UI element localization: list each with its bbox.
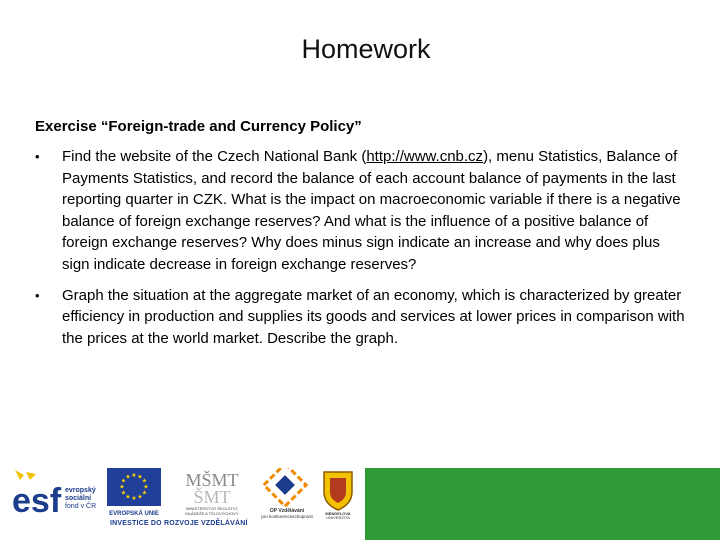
bullet-text-part: Find the website of the Czech National Bank (	[62, 148, 367, 165]
eu-text: EVROPSKÁ UNIE	[109, 511, 159, 517]
bullet-item-cnb	[35, 146, 685, 276]
bullet-text-part: ), menu Statistics, Balance of Payments Statistics, and record the balance of each account balance of payments in the last reporting quarter in CZK. What is the impact on macroeconomic variable if there is a negative balance of foreign exchange reserves? And what is the influence of a positive balance of foreign exchange reserves? Why does minus sign indicate an increase and why does plus sign indicate decrease in foreign exchange reserves?	[62, 148, 681, 273]
bullet-list	[35, 146, 685, 358]
op-text-2: pro konkurenceschopnost	[261, 514, 313, 519]
svg-text:★: ★	[141, 489, 148, 497]
msmt-letters: MŠMT	[185, 470, 239, 490]
exercise-heading: Exercise “Foreign-trade and Currency Policy”	[35, 118, 362, 135]
svg-text:★: ★	[131, 495, 137, 502]
esf-letters: esf	[12, 482, 62, 520]
svg-text:★: ★	[125, 473, 131, 481]
bullet-marker: •	[35, 149, 40, 164]
footer-logos	[0, 462, 365, 540]
svg-text:★: ★	[120, 489, 127, 497]
footer-green-strip	[365, 468, 720, 540]
svg-text:★: ★	[141, 477, 148, 485]
cnb-link[interactable]: http://www.cnb.cz	[366, 148, 484, 165]
university-crest-logo	[318, 468, 358, 520]
op-text-1: OP Vzdělávání	[269, 508, 305, 514]
svg-text:ŠMT: ŠMT	[193, 487, 231, 507]
op-vk-logo	[256, 468, 318, 520]
svg-text:★: ★	[143, 483, 149, 491]
svg-text:★: ★	[120, 477, 127, 485]
crest-text-2: UNIVERZITA	[326, 515, 350, 520]
svg-text:★: ★	[131, 472, 137, 479]
msmt-logo	[176, 466, 248, 520]
crest-text-1: MENDELOVA	[325, 511, 351, 516]
svg-text:★: ★	[125, 493, 131, 501]
page-title: Homework	[301, 34, 431, 64]
eu-flag-logo	[107, 468, 161, 518]
footer-tagline: INVESTICE DO ROZVOJE VZDĚLÁVÁNÍ	[110, 520, 248, 527]
esf-text-3: fond v ČR	[65, 503, 97, 510]
msmt-text-1: MINISTERSTVO ŠKOLSTVÍ,	[186, 506, 238, 511]
msmt-text-2: MLÁDEŽE A TĚLOVÝCHOVY	[185, 511, 239, 516]
esf-logo	[12, 470, 102, 520]
esf-text-1: evropský	[65, 487, 96, 494]
esf-text-2: sociální	[65, 495, 92, 502]
svg-text:★: ★	[119, 483, 125, 491]
bullet-text: Graph the situation at the aggregate market of an economy, which is characterized by greater efficiency in production and supplies its goods and services at lower prices in comparison with the prices at the world market. Describe the graph.	[62, 286, 685, 347]
bullet-marker: •	[35, 287, 40, 303]
bullet-item-graph	[35, 285, 685, 350]
svg-text:★: ★	[137, 473, 143, 481]
svg-text:★: ★	[137, 493, 143, 501]
bullet-text	[62, 146, 685, 276]
